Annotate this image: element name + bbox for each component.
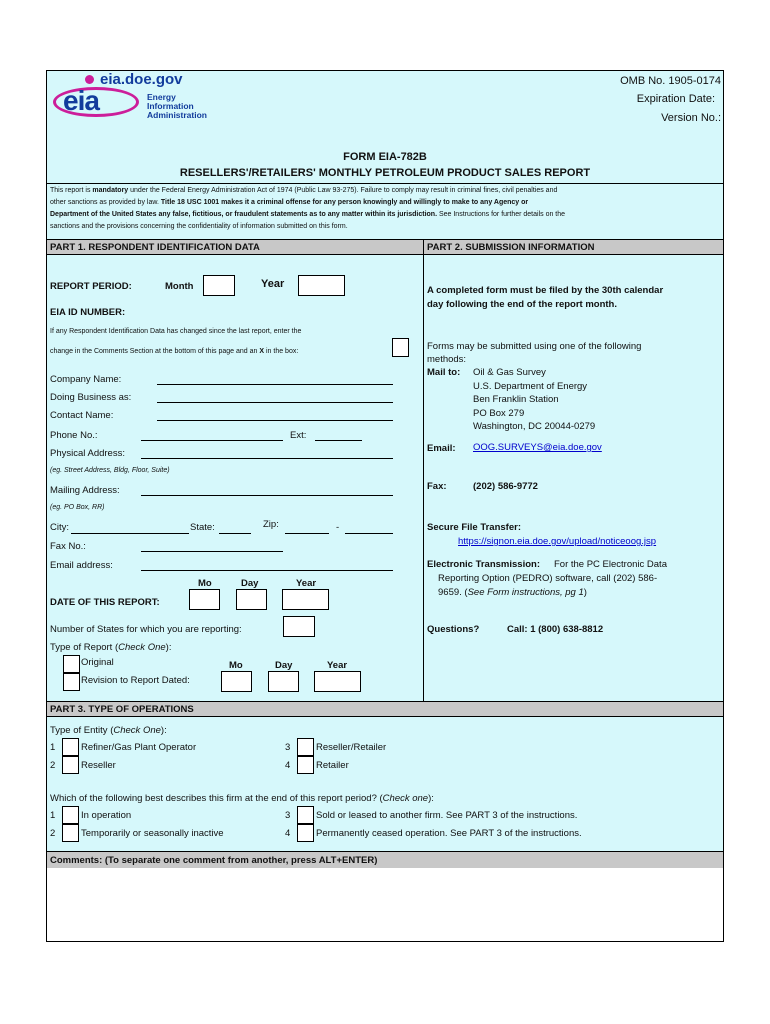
report-month-input[interactable] [203,275,235,296]
email-submit-label: Email: [427,443,456,454]
status-3-label: Sold or leased to another firm. See PART 3 of the instructions. [316,810,578,821]
status-1-num: 1 [50,810,56,821]
status-4-num: 4 [285,828,291,839]
version-number: Version No.: [661,112,721,124]
email-submit-link[interactable]: OOG.SURVEYS@eia.doe.gov [473,442,602,453]
contact-name-input[interactable] [157,420,393,421]
electronic-line-2: Reporting Option (PEDRO) software, call (202) 586- [438,573,658,584]
zip-input[interactable] [285,533,329,534]
revision-mo-input[interactable] [221,671,252,692]
revision-year-input[interactable] [314,671,361,692]
sft-link[interactable]: https://signon.eia.doe.gov/upload/noticeoog.jsp [458,536,657,547]
electronic-line-1: Electronic Transmission: For the PC Electronic Data [427,559,667,570]
revision-year-label: Year [327,660,348,671]
fax-submit-value: (202) 586-9772 [473,481,538,492]
expiration-date: Expiration Date: [636,93,715,105]
eia-id-label: EIA ID NUMBER: [50,307,126,318]
status-inactive-checkbox[interactable] [62,824,79,842]
mail-address-2: U.S. Department of Energy [473,381,588,392]
questions-label: Questions? [427,624,480,635]
num-states-label: Number of States for which you are reporting: [50,624,242,635]
part2-heading: PART 2. SUBMISSION INFORMATION [427,242,595,253]
changed-checkbox[interactable] [392,338,409,357]
logo-url: eia.doe.gov [100,71,183,88]
date-of-report-label: DATE OF THIS REPORT: [50,597,160,608]
city-input[interactable] [71,533,189,534]
revision-day-input[interactable] [268,671,299,692]
zip4-input[interactable] [345,533,393,534]
mail-address-4: PO Box 279 [473,408,525,419]
notice-line-4: sanctions and the provisions concerning the confidentiality of information submitted on this form. [50,223,348,230]
logo-line-administration: Administration [147,110,207,120]
zip-dash: - [336,522,340,533]
mailing-address-input[interactable] [141,495,393,496]
deadline-line-1: A completed form must be filed by the 30th calendar [427,285,664,296]
state-input[interactable] [219,533,251,534]
part3-heading: PART 3. TYPE OF OPERATIONS [50,704,194,715]
entity-reseller-retailer-checkbox[interactable] [297,738,314,756]
status-question: Which of the following best describes this firm at the end of this report period? (Check one): [50,793,434,804]
mail-address-5: Washington, DC 20044-0279 [473,421,596,432]
status-2-label: Temporarily or seasonally inactive [81,828,224,839]
comments-textarea[interactable] [47,868,723,941]
physical-address-input[interactable] [141,458,393,459]
entity-3-label: Reseller/Retailer [316,742,387,753]
form-title: RESELLERS'/RETAILERS' MONTHLY PETROLEUM PRODUCT SALES REPORT [179,167,591,179]
entity-3-num: 3 [285,742,291,753]
mail-to-label: Mail to: [427,367,461,378]
logo-dot-icon [85,75,94,84]
report-date-year-input[interactable] [282,589,329,610]
eia-782b-form [46,70,724,942]
deadline-line-2: day following the end of the report month. [427,299,617,310]
methods-line-2: methods: [427,354,467,365]
original-checkbox[interactable] [63,655,80,673]
column-divider [423,239,424,709]
eia-logo [49,71,219,127]
dba-label: Doing Business as: [50,392,132,403]
entity-1-num: 1 [50,742,56,753]
status-in-operation-checkbox[interactable] [62,806,79,824]
report-year-label: Year [261,278,285,290]
report-date-mo-label: Mo [198,578,212,589]
physical-address-hint: (eg. Street Address, Bldg, Floor, Suite) [50,467,170,474]
entity-refiner-checkbox[interactable] [62,738,79,756]
report-month-label: Month [165,281,194,292]
revision-checkbox[interactable] [63,673,80,691]
logo-mark: eia [63,85,99,116]
form-id: FORM EIA-782B [343,151,427,163]
report-date-mo-input[interactable] [189,589,220,610]
report-date-day-label: Day [241,578,259,589]
email-label: Email address: [50,560,113,571]
company-name-label: Company Name: [50,374,122,385]
email-input[interactable] [141,570,393,571]
fax-submit-label: Fax: [427,481,447,492]
comments-heading: Comments: (To separate one comment from another, press ALT+ENTER) [50,855,378,866]
sft-label: Secure File Transfer: [427,522,521,533]
part1-heading: PART 1. RESPONDENT IDENTIFICATION DATA [50,242,260,253]
electronic-line-3: 9659. (See Form instructions, pg 1) [438,587,587,598]
report-date-year-label: Year [296,578,317,589]
changed-note-2: change in the Comments Section at the bottom of this page and an X in the box: [50,348,299,355]
original-label: Original [81,657,114,668]
part1-part2-heading-band [47,239,723,255]
status-4-label: Permanently ceased operation. See PART 3 of the instructions. [316,828,582,839]
entity-reseller-checkbox[interactable] [62,756,79,774]
zip-label: Zip: [263,519,279,530]
report-period-label: REPORT PERIOD: [50,281,132,292]
phone-label: Phone No.: [50,430,98,441]
logo-line-energy: Energy [147,92,176,102]
status-ceased-checkbox[interactable] [297,824,314,842]
ext-input[interactable] [315,440,362,441]
changed-note-1: If any Respondent Identification Data has changed since the last report, enter the [50,328,302,335]
methods-line-1: Forms may be submitted using one of the following [427,341,642,352]
report-date-day-input[interactable] [236,589,267,610]
entity-1-label: Refiner/Gas Plant Operator [81,742,197,753]
physical-address-label: Physical Address: [50,448,125,459]
revision-day-label: Day [275,660,293,671]
mailing-address-hint: (eg. PO Box, RR) [50,504,105,511]
report-year-input[interactable] [298,275,345,296]
entity-type-label: Type of Entity (Check One): [50,725,167,736]
entity-4-label: Retailer [316,760,349,771]
revision-label: Revision to Report Dated: [81,675,190,686]
mail-address-3: Ben Franklin Station [473,394,559,405]
comments-heading-band [47,851,723,869]
omb-number: OMB No. 1905-0174 [620,75,721,87]
notice-line-1: This report is mandatory under the Federal Energy Administration Act of 1974 (Public Law 93-275). Failure to comply may result in criminal fines, civil penalties and [50,187,558,194]
phone-input[interactable] [141,440,283,441]
status-2-num: 2 [50,828,56,839]
entity-4-num: 4 [285,760,291,771]
dba-input[interactable] [157,402,393,403]
state-label: State: [190,522,215,533]
city-label: City: [50,522,69,533]
fax-label: Fax No.: [50,541,86,552]
revision-mo-label: Mo [229,660,243,671]
questions-phone: Call: 1 (800) 638-8812 [507,624,604,635]
contact-name-label: Contact Name: [50,410,114,421]
logo-line-information: Information [147,101,194,111]
notice-line-2: other sanctions as provided by law. Title 18 USC 1001 makes it a criminal offense for any person knowingly and willingly to make to any Agency or [50,199,529,206]
type-of-report-label: Type of Report (Check One): [50,642,172,653]
entity-2-label: Reseller [81,760,116,771]
status-3-num: 3 [285,810,291,821]
num-states-input[interactable] [283,616,315,637]
status-sold-checkbox[interactable] [297,806,314,824]
fax-input[interactable] [141,551,283,552]
status-1-label: In operation [81,810,132,821]
mailing-address-label: Mailing Address: [50,485,120,496]
company-name-input[interactable] [157,384,393,385]
mail-address-1: Oil & Gas Survey [473,367,546,378]
part3-heading-band [47,701,723,717]
notice-line-3: Department of the United States any false, fictitious, or fraudulent statements as to any matter within its jurisdiction. See Instructions for further details on the [50,211,566,218]
ext-label: Ext: [290,430,307,441]
entity-2-num: 2 [50,760,56,771]
entity-retailer-checkbox[interactable] [297,756,314,774]
